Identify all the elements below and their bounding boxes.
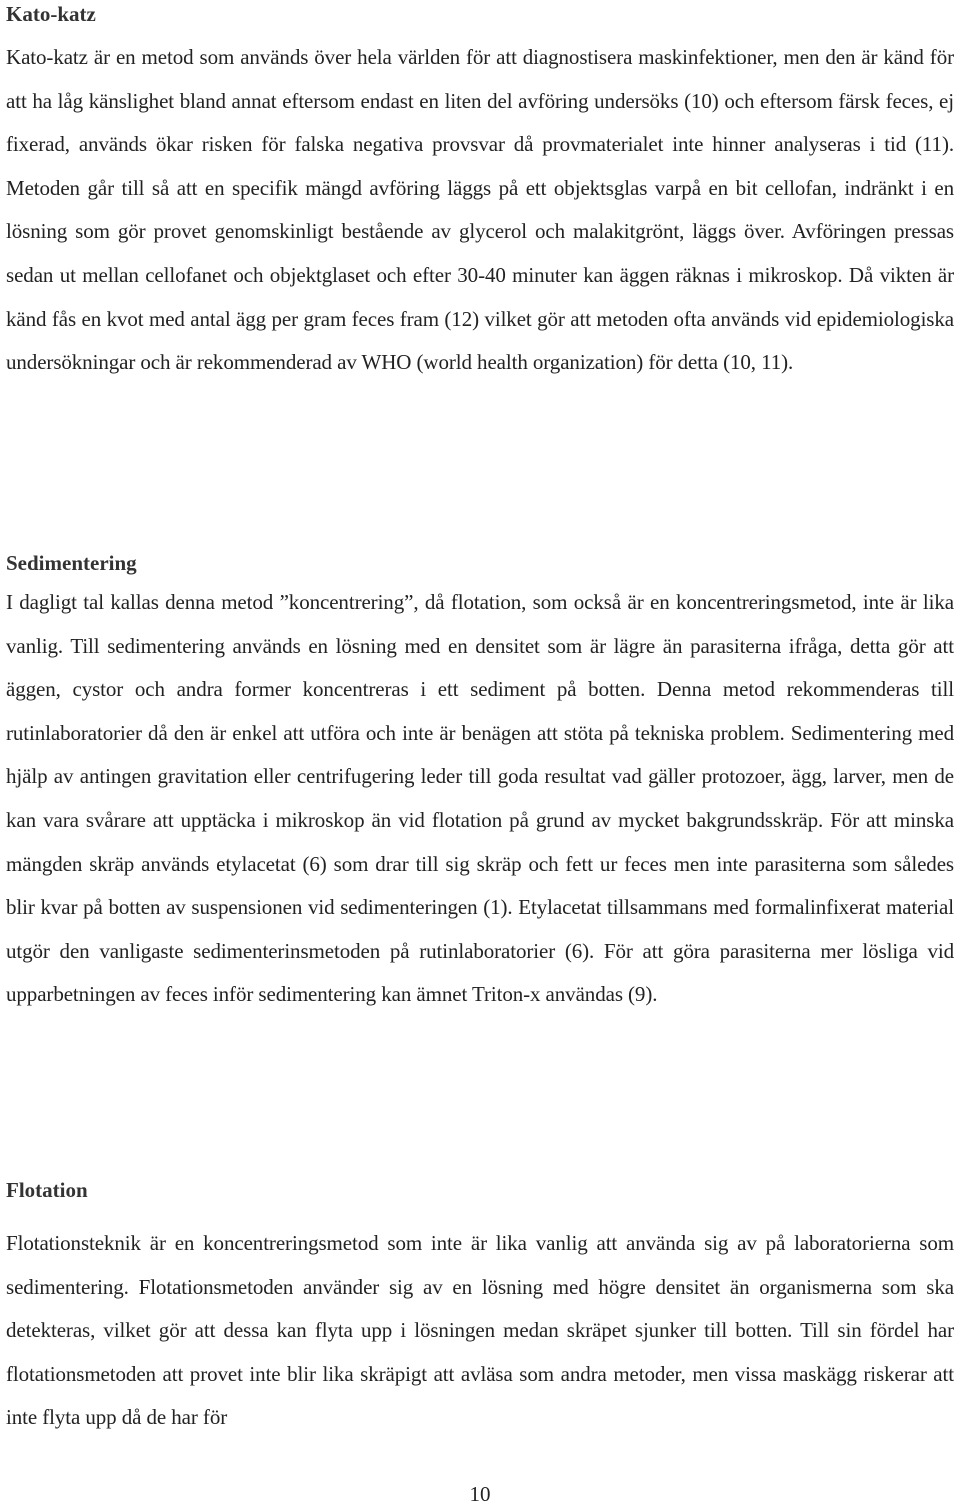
section-body-sedimentering: I dagligt tal kallas denna metod ”koncentrering”, då flotation, som också är en koncentreringsmetod, inte är lika vanlig. Till sedimentering används en lösning med en densitet som är lägre än parasiterna ifråga, detta gör att äggen, cystor och andra former koncentreras i ett sediment på botten. Denna metod rekommenderas till rutinlaboratorier då den är enkel att utföra och inte är benägen att stöta på tekniska problem. Sedimentering med hjälp av antingen gravitation eller centrifugering leder till goda resultat vad gäller protozoer, ägg, larver, men de kan vara svårare att upptäcka i mikroskop än vid flotation på grund av mycket bakgrundsskräp. För att minska mängden skräp används etylacetat (6) som drar till sig skräp och fett ur feces men inte parasiterna som således blir kvar på botten av suspensionen vid sedimenteringen (1). Etylacetat tillsammans med formalinfixerat material utgör den vanligaste sedimenterinsmetoden på rutinlaboratorier (6). För att göra parasiterna mer lösliga vid upparbetningen av feces inför sedimentering kan ämnet Triton-x användas (9).: [6, 590, 954, 1007]
section-heading-sedimentering: Sedimentering: [6, 551, 137, 575]
section-heading-flotation: Flotation: [6, 1178, 88, 1202]
section-body-kato-katz: Kato-katz är en metod som används över hela världen för att diagnostisera maskinfektioner, men den är känd för att ha låg känslighet bland annat eftersom endast en liten del avföring undersöks (10) och eftersom färsk feces, ej fixerad, används ökar risken för falska negativa provsvar då provmaterialet inte hinner analyseras i tid (11). Metoden går till så att en specifik mängd avföring läggs på ett objektsglas varpå en bit cellofan, indränkt i en lösning som gör provet genomskinligt bestående av glycerol och malakitgrönt, läggs över. Avföringen pressas sedan ut mellan cellofanet och objektglaset och efter 30-40 minuter kan äggen räknas i mikroskop. Då vikten är känd fås en kvot med antal ägg per gram feces fram (12) vilket gör att metoden ofta används vid epidemiologiska undersökningar och är rekommenderad av WHO (world health organization) för detta (10, 11).: [6, 45, 954, 375]
section-kato-katz: [6, 0, 954, 385]
page-number: 10: [469, 1482, 491, 1506]
section-sedimentering: [6, 549, 954, 1017]
section-body-flotation: Flotationsteknik är en koncentreringsmetod som inte är lika vanlig att använda sig av på laboratorierna som sedimentering. Flotationsmetoden använder sig av en lösning med högre densitet än organismerna som ska detekteras, vilket gör att dessa kan flyta upp i lösningen medan skräpet sjunker till botten. Till sin fördel har flotationsmetoden att provet inte blir lika skräpigt att avläsa som andra metoder, men vissa maskägg riskerar att inte flyta upp då de har för: [6, 1231, 954, 1430]
section-heading-kato-katz: Kato-katz: [6, 2, 96, 26]
section-flotation: [6, 1176, 954, 1440]
